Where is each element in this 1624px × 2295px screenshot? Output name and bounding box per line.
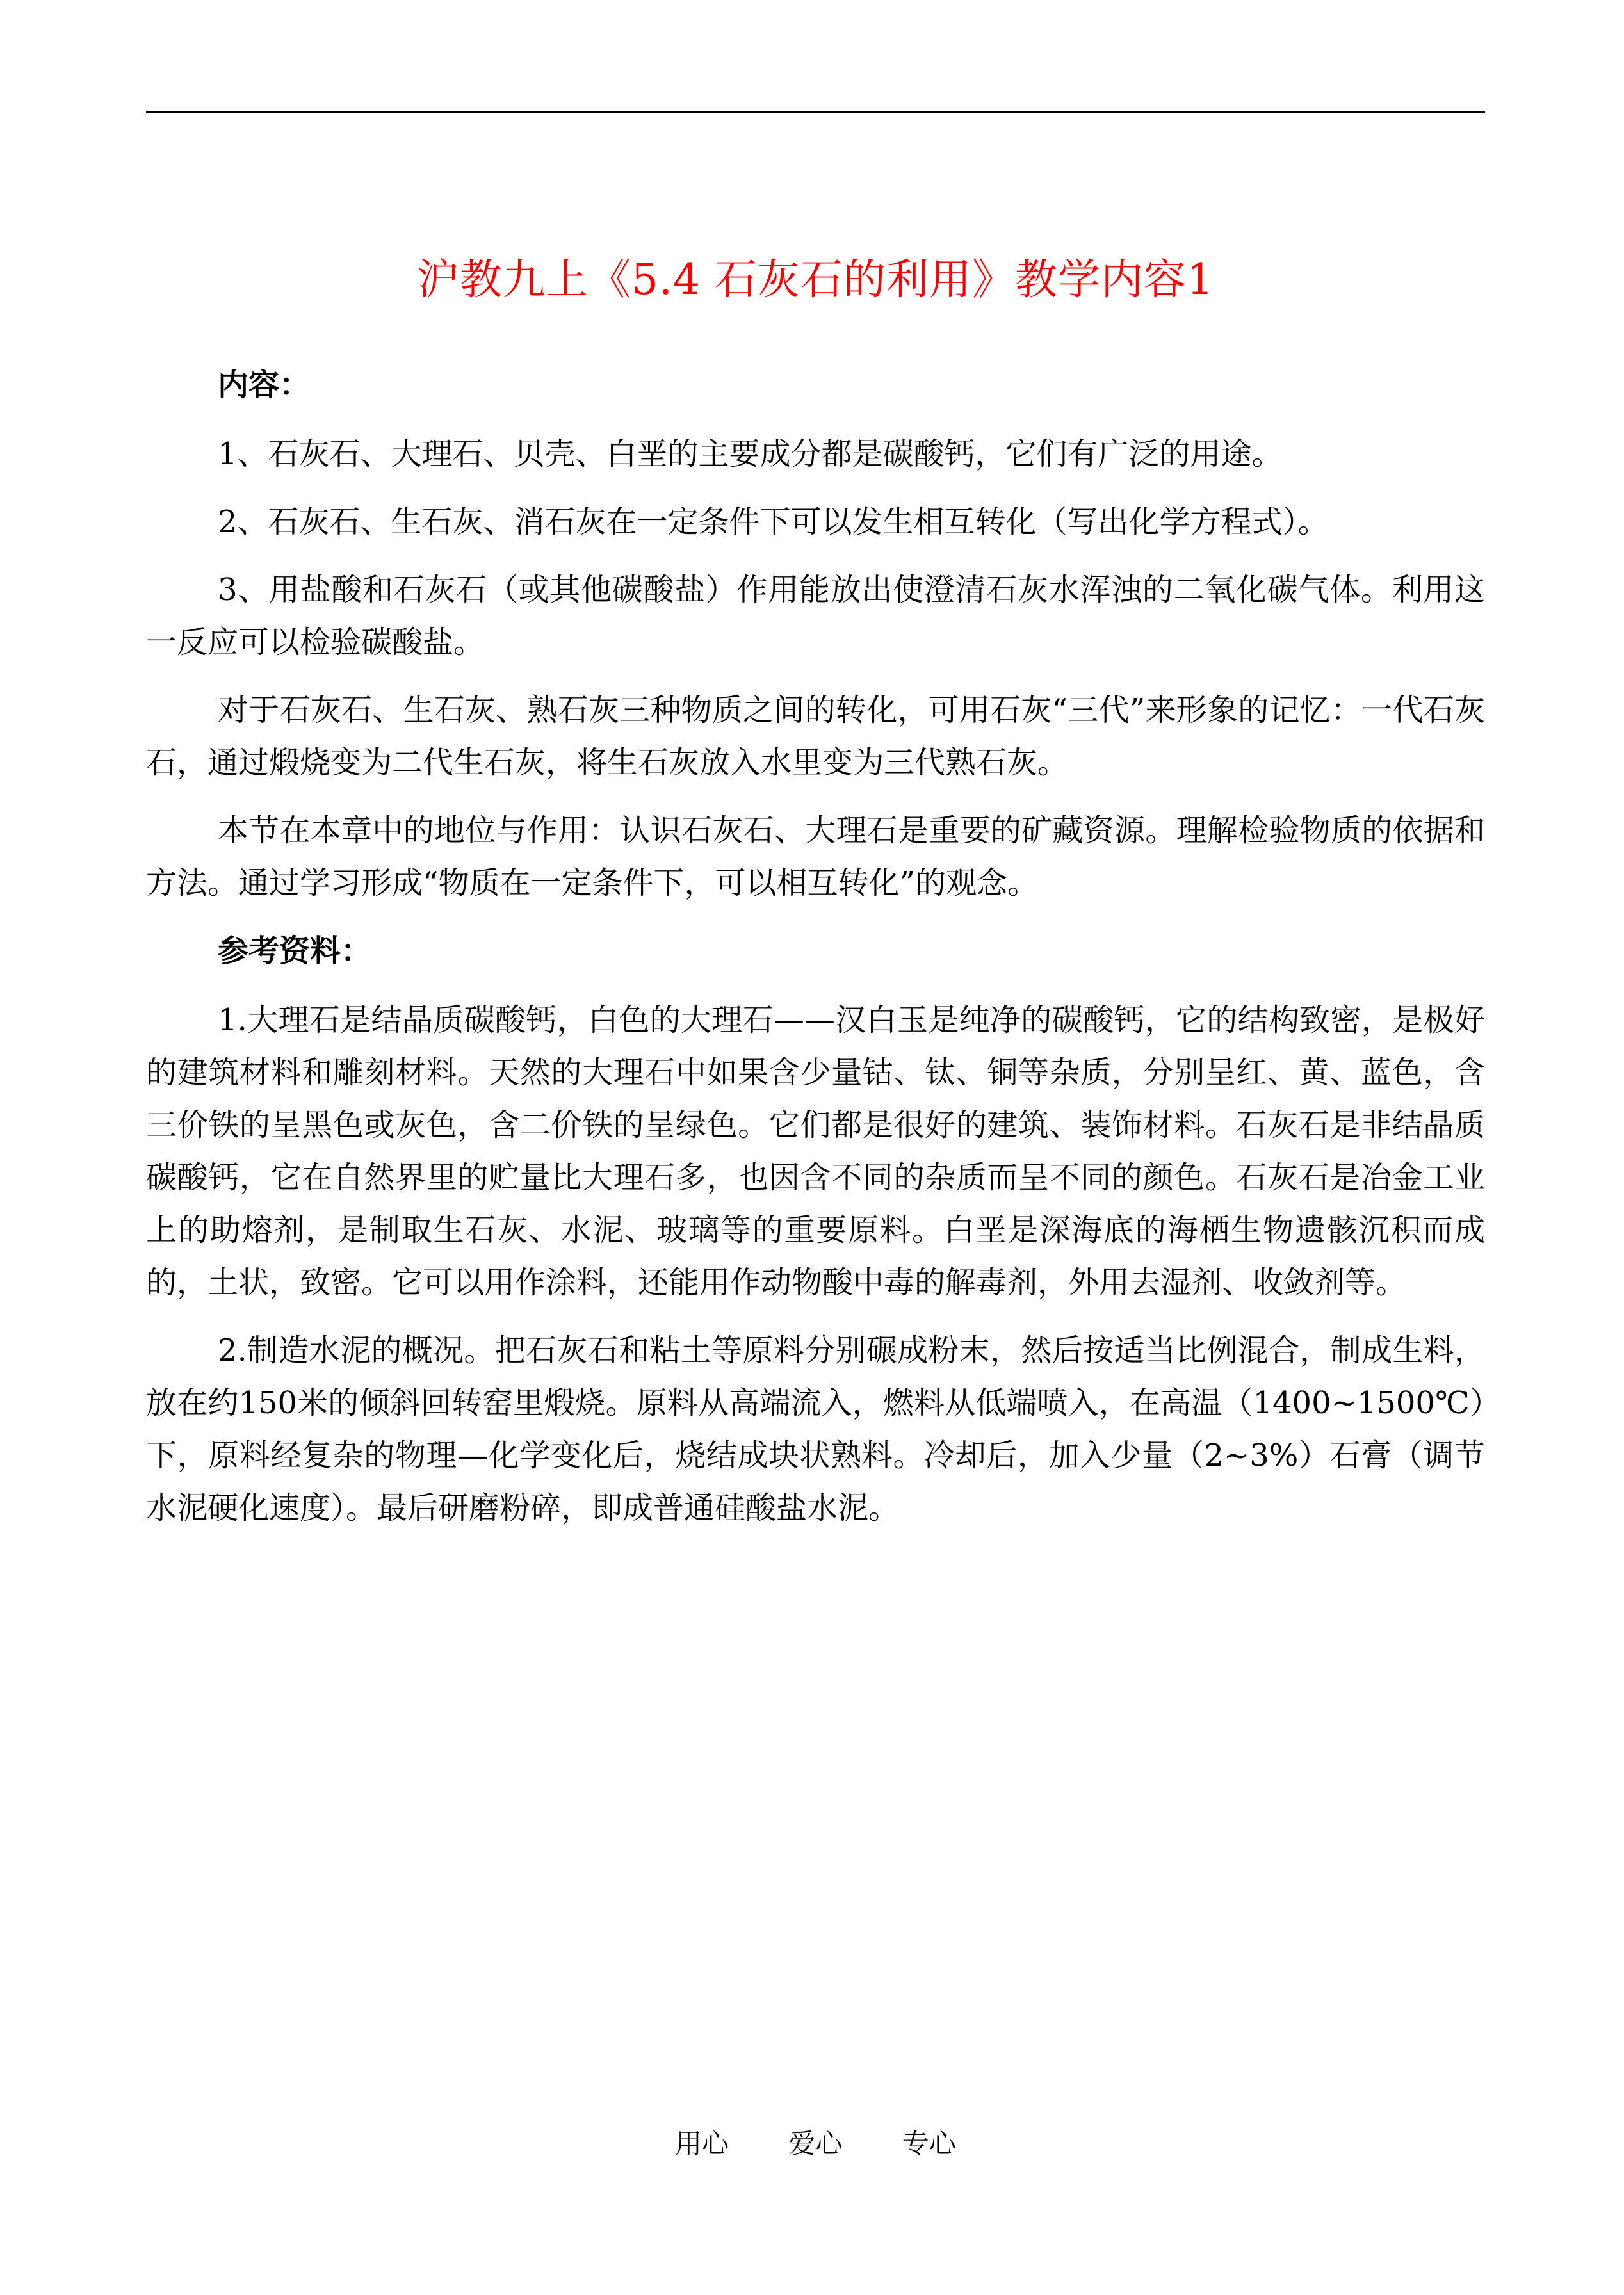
footer-text-2: 爱心 (788, 2128, 843, 2159)
content-paragraph-5: 本节在本章中的地位与作用：认识石灰石、大理石是重要的矿藏资源。理解检验物质的依据和方法。通过学习形成“物质在一定条件下，可以相互转化”的观念。 (146, 813, 1485, 901)
footer-text-1: 用心 (675, 2128, 729, 2159)
reference-paragraph-2: 2.制造水泥的概况。把石灰石和粘土等原料分别碾成粉末，然后按适当比例混合，制成生料，放在约150米的倾斜回转窑里煅烧。原料从高端流入，燃料从低端喷入，在高温（1400~1500℃）下，原料经复杂的物理—化学变化后，烧结成块状熟料。冷却后，加入少量（2~3%）石膏（调节水泥硬化速度）。最后研磨粉碎，即成普通硅酸盐水泥。 (146, 1333, 1485, 1526)
document-title: 沪教九上《5.4 石灰石的利用》教学内容1 (417, 255, 1214, 304)
content-paragraph-1: 1、石灰石、大理石、贝壳、白垩的主要成分都是碳酸钙，它们有广泛的用途。 (218, 436, 1283, 472)
content-paragraph-4: 对于石灰石、生石灰、熟石灰三种物质之间的转化，可用石灰“三代”来形象的记忆：一代石灰石，通过煅烧变为二代生石灰，将生石灰放入水里变为三代熟石灰。 (146, 692, 1485, 781)
header-rule (146, 111, 1485, 113)
footer-text-3: 专心 (902, 2128, 956, 2159)
content-paragraph-3: 3、用盐酸和石灰石（或其他碳酸盐）作用能放出使澄清石灰水浑浊的二氧化碳气体。利用这一反应可以检验碳酸盐。 (146, 572, 1485, 660)
section-heading-content: 内容： (218, 367, 311, 403)
section-heading-references: 参考资料： (218, 933, 372, 969)
document-body (146, 359, 1485, 1550)
content-paragraph-2: 2、石灰石、生石灰、消石灰在一定条件下可以发生相互转化（写出化学方程式）。 (218, 504, 1329, 540)
reference-paragraph-1: 1.大理石是结晶质碳酸钙，白色的大理石——汉白玉是纯净的碳酸钙，它的结构致密，是极好的建筑材料和雕刻材料。天然的大理石中如果含少量钴、钛、铜等杂质，分别呈红、黄、蓝色，含三价铁的呈黑色或灰色，含二价铁的呈绿色。它们都是很好的建筑、装饰材料。石灰石是非结晶质碳酸钙，它在自然界里的贮量比大理石多，也因含不同的杂质而呈不同的颜色。石灰石是冶金工业上的助熔剂，是制取生石灰、水泥、玻璃等的重要原料。白垩是深海底的海栖生物遗骸沉积而成的，土状，致密。它可以用作涂料，还能用作动物酸中毒的解毒剂，外用去湿剂、收敛剂等。 (146, 1002, 1485, 1301)
page-footer (146, 2125, 1485, 2163)
